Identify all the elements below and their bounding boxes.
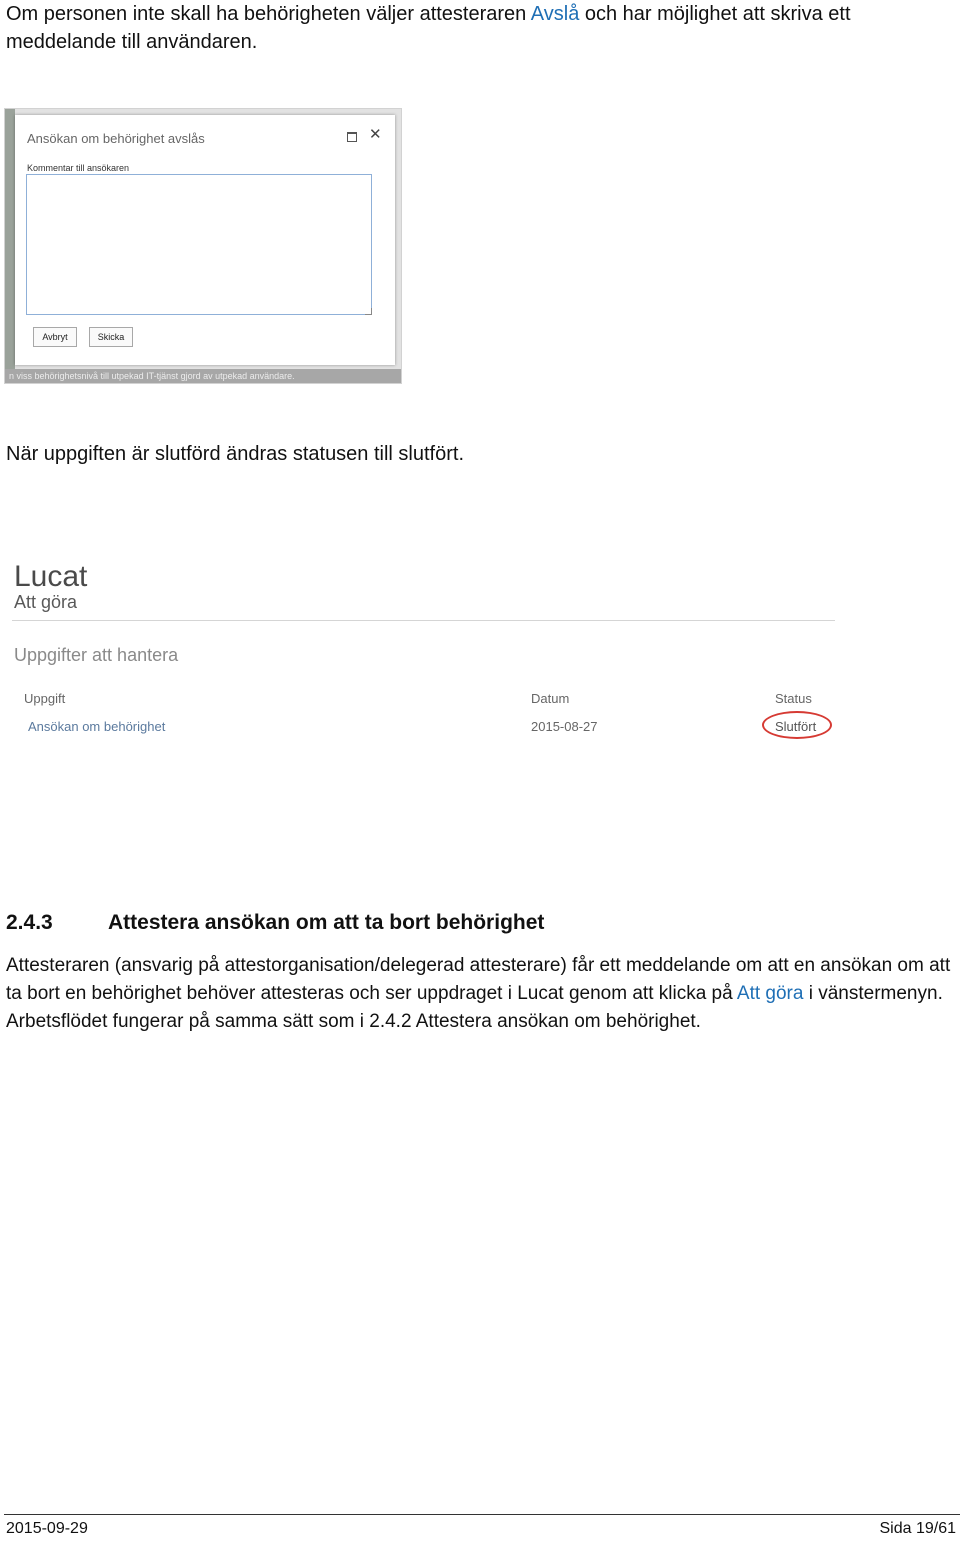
lucat-title: Lucat: [14, 560, 88, 593]
section-heading: Uppgifter att hantera: [14, 645, 179, 665]
column-header-date: Datum: [531, 691, 570, 706]
close-icon[interactable]: ✕: [369, 126, 382, 143]
divider: [12, 620, 835, 621]
page-number: Sida 19/61: [879, 1520, 956, 1537]
footer-date: 2015-09-29: [6, 1520, 88, 1537]
task-date: 2015-08-27: [531, 719, 598, 734]
reject-dialog: [15, 115, 395, 365]
section-body: [6, 952, 952, 1036]
status-note: När uppgiften är slutförd ändras statusen till slutfört.: [6, 443, 465, 465]
resize-grip-icon[interactable]: [365, 308, 372, 315]
intro-paragraph: [6, 0, 946, 56]
intro-text: Om personen inte skall ha behörigheten väljer attesteraren: [6, 3, 531, 25]
body-text-end: i vänstermenyn.: [803, 983, 943, 1004]
cancel-button[interactable]: Avbryt: [33, 327, 77, 347]
intro-text-end: och har möjlighet att skriva ett meddelande till användaren.: [6, 3, 851, 53]
send-button[interactable]: Skicka: [89, 327, 133, 347]
status-highlight-circle: [762, 711, 832, 739]
lucat-subtitle: Att göra: [14, 592, 78, 612]
section-number: 2.4.3: [6, 911, 53, 934]
comment-field[interactable]: [26, 174, 372, 315]
maximize-icon[interactable]: [347, 132, 357, 142]
avsla-link[interactable]: Avslå: [530, 3, 580, 25]
dialog-title: Ansökan om behörighet avslås: [27, 131, 205, 146]
task-link[interactable]: Ansökan om behörighet: [28, 719, 166, 734]
reject-dialog-screenshot: [4, 108, 402, 384]
task-status: Slutfört: [775, 719, 817, 734]
body-text-workflow: Arbetsflödet fungerar på samma sätt som i 2.4.2 Attestera ansökan om behörighet.: [6, 1011, 701, 1032]
section-title: Attestera ansökan om att ta bort behörighet: [108, 911, 545, 934]
column-header-task: Uppgift: [24, 691, 66, 706]
column-header-status: Status: [775, 691, 812, 706]
background-page-strip: [5, 109, 15, 383]
lucat-todo-screenshot: [0, 548, 850, 758]
comment-label: Kommentar till ansökaren: [27, 163, 130, 173]
body-text: Attesteraren (ansvarig på attestorganisation/delegerad attesterare) får ett meddelande om att en ansökan om att ta bort en behörighet behöver attesteras och ser uppdraget i Lucat genom att klicka på: [6, 955, 951, 1004]
att-gora-link[interactable]: Att göra: [736, 983, 804, 1004]
footer-divider: [4, 1514, 960, 1515]
background-page-text: n viss behörighetsnivå till utpekad IT-tjänst gjord av utpekad användare.: [5, 369, 402, 383]
